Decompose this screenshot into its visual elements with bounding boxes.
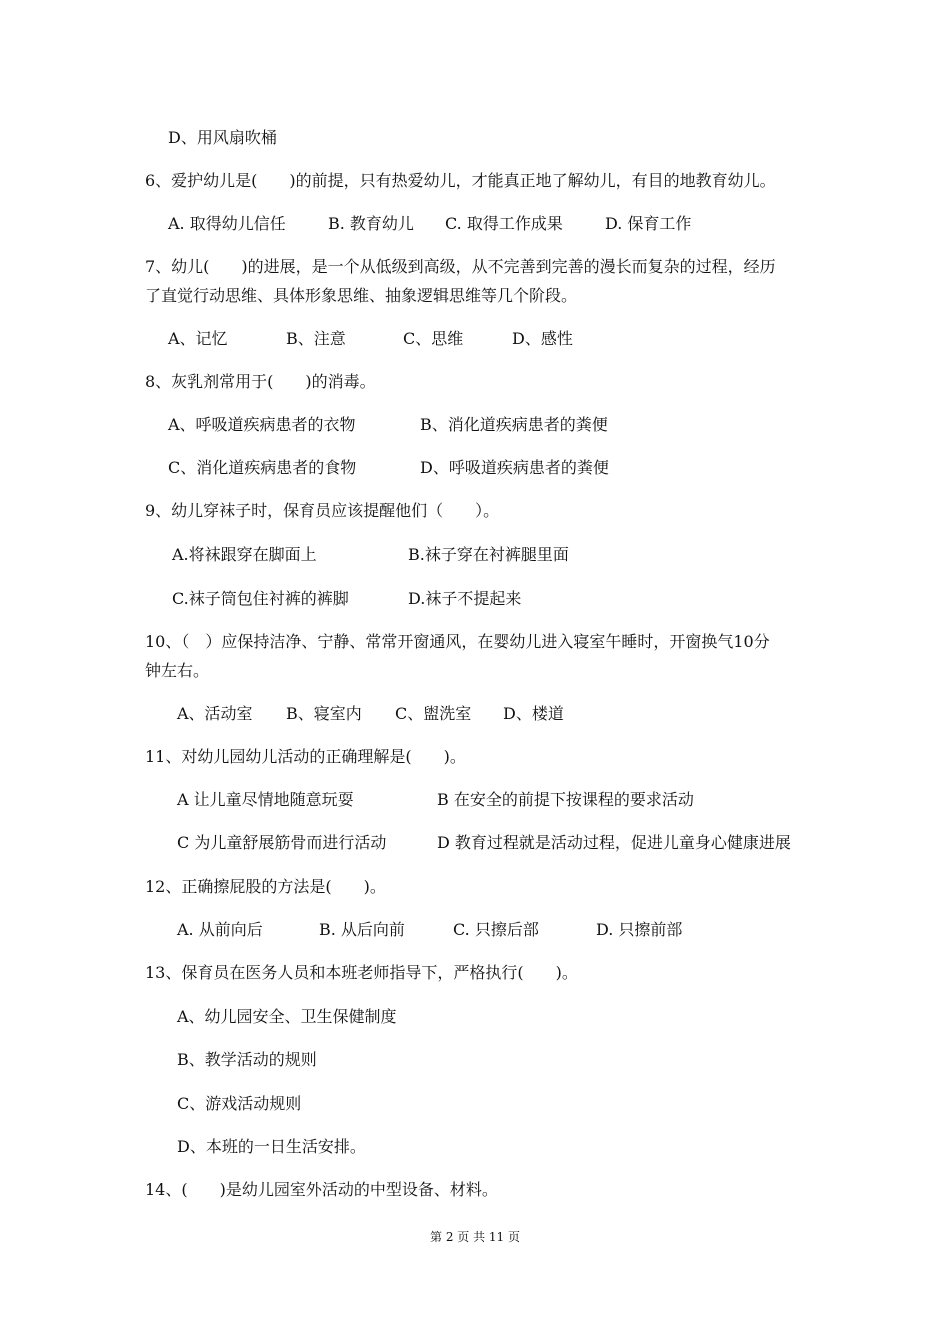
q8-option-b: B、消化道疾病患者的粪便: [420, 415, 608, 434]
q8-option-a: A、呼吸道疾病患者的衣物: [168, 415, 356, 434]
q11-option-c: C 为儿童舒展筋骨而进行活动: [177, 833, 387, 852]
q7-stem-line1: 7、幼儿( )的进展，是一个从低级到高级，从不完善到完善的漫长而复杂的过程，经历: [145, 257, 776, 276]
q13-option-d: D、本班的一日生活安排。: [177, 1137, 366, 1156]
q9-option-d: D.袜子不提起来: [408, 589, 522, 608]
page-footer: 第 2 页 共 11 页: [430, 1230, 520, 1244]
q13-stem: 13、保育员在医务人员和本班老师指导下，严格执行( )。: [145, 963, 578, 982]
q6-option-b: B. 教育幼儿: [328, 214, 414, 233]
q8-option-c: C、消化道疾病患者的食物: [168, 458, 357, 477]
q6-option-d: D. 保育工作: [605, 214, 692, 233]
q12-stem: 12、正确擦屁股的方法是( )。: [145, 877, 386, 896]
q9-option-b: B.袜子穿在衬裤腿里面: [408, 545, 569, 564]
q10-option-a: A、活动室: [177, 704, 253, 723]
q12-option-a: A. 从前向后: [177, 920, 263, 939]
q7-option-a: A、记忆: [168, 329, 228, 348]
q13-option-b: B、教学活动的规则: [177, 1050, 317, 1069]
q10-option-d: D、楼道: [503, 704, 564, 723]
q8-option-d: D、呼吸道疾病患者的粪便: [420, 458, 609, 477]
q9-option-a: A.将袜跟穿在脚面上: [172, 545, 317, 564]
q7-stem-line2: 了直觉行动思维、具体形象思维、抽象逻辑思维等几个阶段。: [145, 286, 578, 305]
q12-option-d: D. 只擦前部: [596, 920, 683, 939]
q7-option-b: B、注意: [286, 329, 346, 348]
q12-option-c: C. 只擦后部: [453, 920, 539, 939]
q7-option-d: D、感性: [512, 329, 573, 348]
q9-stem: 9、幼儿穿袜子时，保育员应该提醒他们（ ）。: [145, 501, 500, 520]
q7-option-c: C、思维: [403, 329, 464, 348]
q9-option-c: C.袜子筒包住衬裤的裤脚: [172, 589, 349, 608]
q6-option-c: C. 取得工作成果: [445, 214, 563, 233]
q10-option-b: B、寝室内: [286, 704, 362, 723]
q11-stem: 11、对幼儿园幼儿活动的正确理解是( )。: [145, 747, 466, 766]
q14-stem: 14、( )是幼儿园室外活动的中型设备、材料。: [145, 1180, 498, 1199]
q11-option-a: A 让儿童尽情地随意玩耍: [177, 790, 354, 809]
q10-stem-line1: 10、（ ）应保持洁净、宁静、常常开窗通风，在婴幼儿进入寝室午睡时，开窗换气10分: [145, 632, 770, 651]
q11-option-d: D 教育过程就是活动过程，促进儿童身心健康进展: [437, 833, 791, 852]
q12-option-b: B. 从后向前: [319, 920, 405, 939]
q10-stem-line2: 钟左右。: [145, 661, 210, 680]
q13-option-c: C、游戏活动规则: [177, 1094, 302, 1113]
q6-option-a: A. 取得幼儿信任: [168, 214, 286, 233]
q8-stem: 8、灰乳剂常用于( )的消毒。: [145, 372, 376, 391]
q6-stem: 6、爱护幼儿是( )的前提，只有热爱幼儿，才能真正地了解幼儿，有目的地教育幼儿。: [145, 171, 776, 190]
q5-option-d: D、用风扇吹桶: [168, 128, 277, 147]
q11-option-b: B 在安全的前提下按课程的要求活动: [437, 790, 694, 809]
q13-option-a: A、幼儿园安全、卫生保健制度: [177, 1007, 397, 1026]
q10-option-c: C、盥洗室: [395, 704, 472, 723]
